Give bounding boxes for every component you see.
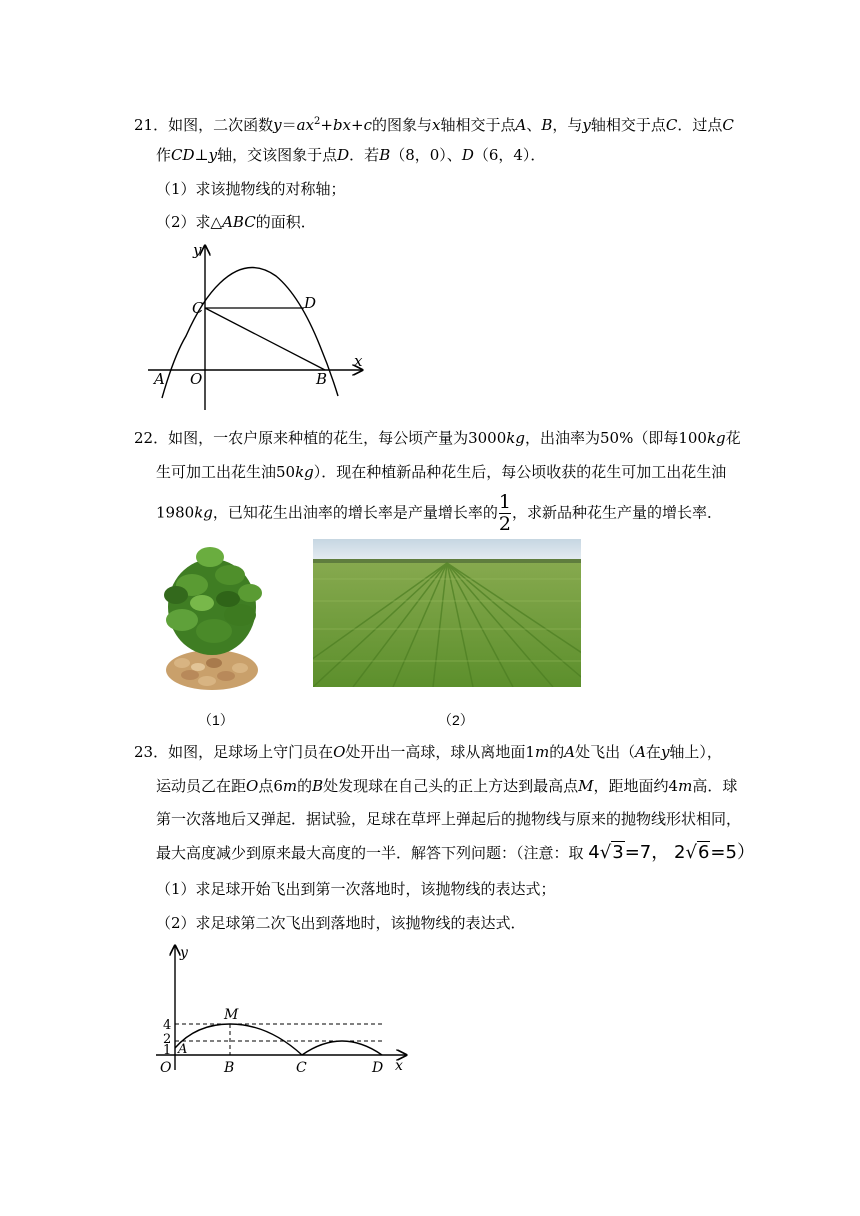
q23-line2: 运动员乙在距O点6m的B处发现球在自己头的正上方达到最高点M，距地面约4m高．球 — [156, 777, 738, 795]
tick-2: 2 — [163, 1032, 172, 1047]
peanut-field-image — [313, 539, 581, 687]
q23-line4: 最大高度减少到原来最大高度的一半．解答下列问题：（注意：取 4√3=7， 2√6=5） — [156, 842, 755, 863]
label-C: C — [192, 299, 204, 317]
sqrt-expression-1: 4√3 — [588, 842, 624, 863]
fraction-one-half: $\frac{1}{2}$ — [498, 491, 511, 535]
label-B: B — [224, 1060, 235, 1076]
tick-1: 1 — [163, 1043, 172, 1058]
label-A: A — [154, 370, 165, 388]
q21-line2: 作CD⊥y轴，交该图象于点D．若B（8，0）、D（6，4）． — [156, 146, 546, 164]
parabola — [162, 267, 338, 398]
label-A: A — [178, 1042, 188, 1057]
q23-line1: 23．如图，足球场上守门员在O处开出一高球，球从离地面1m的A处飞出（A在y轴上）， — [134, 743, 722, 761]
label-O: O — [190, 370, 203, 388]
q21-figure — [140, 238, 380, 418]
q22-line2: 生可加工出花生油50kg）．现在种植新品种花生后，每公顷收获的花生可加工出花生油 — [156, 463, 727, 481]
plant-leaves — [164, 547, 262, 655]
label-B: B — [316, 370, 328, 388]
trajectory-second — [302, 1041, 382, 1055]
caption-1: （1） — [198, 712, 234, 728]
q22-line1: 22．如图，一农户原来种植的花生，每公顷产量为3000kg，出油率为50%（即每100kg花 — [134, 429, 741, 447]
q23-number: 23． — [134, 743, 169, 761]
label-O: O — [160, 1060, 172, 1076]
q23-sub2: （2）求足球第二次飞出到落地时，该抛物线的表达式． — [156, 914, 526, 932]
label-M: M — [224, 1007, 239, 1023]
q22-number: 22． — [134, 429, 169, 447]
q21-number: 21． — [134, 116, 169, 134]
label-y: y — [180, 945, 188, 961]
label-D: D — [304, 294, 317, 312]
caption-2: （2） — [438, 712, 474, 728]
q22-line3: 1980kg，已知花生出油率的增长率是产量增长率的$\frac{1}{2}$，求新品种花生产量的增长率． — [156, 491, 723, 535]
label-C: C — [296, 1060, 307, 1076]
q23-figure — [150, 940, 415, 1080]
label-D: D — [372, 1060, 384, 1076]
sqrt-expression-2: 2√6 — [674, 842, 710, 863]
label-x: x — [354, 352, 363, 370]
q23-line3: 第一次落地后又弹起．据试验，足球在草坪上弹起后的抛物线与原来的抛物线形状相同， — [156, 810, 742, 828]
tick-4: 4 — [163, 1018, 172, 1033]
label-y: y — [193, 241, 202, 259]
trajectory-first — [175, 1024, 302, 1055]
peanut-plant-image — [152, 535, 272, 693]
q21-sub2: （2）求△ABC的面积． — [156, 213, 316, 231]
label-x: x — [395, 1058, 403, 1074]
q23-sub1: （1）求足球开始飞出到第一次落地时，该抛物线的表达式； — [156, 880, 556, 898]
q21-sub1: （1）求该抛物线的对称轴； — [156, 180, 346, 198]
peanut-pods — [166, 650, 258, 690]
q21-line1: 21．如图，二次函数$y=ax^2+bx+c$的图象与x轴相交于点A、B，与y轴相交于点C．过点C — [134, 116, 734, 134]
